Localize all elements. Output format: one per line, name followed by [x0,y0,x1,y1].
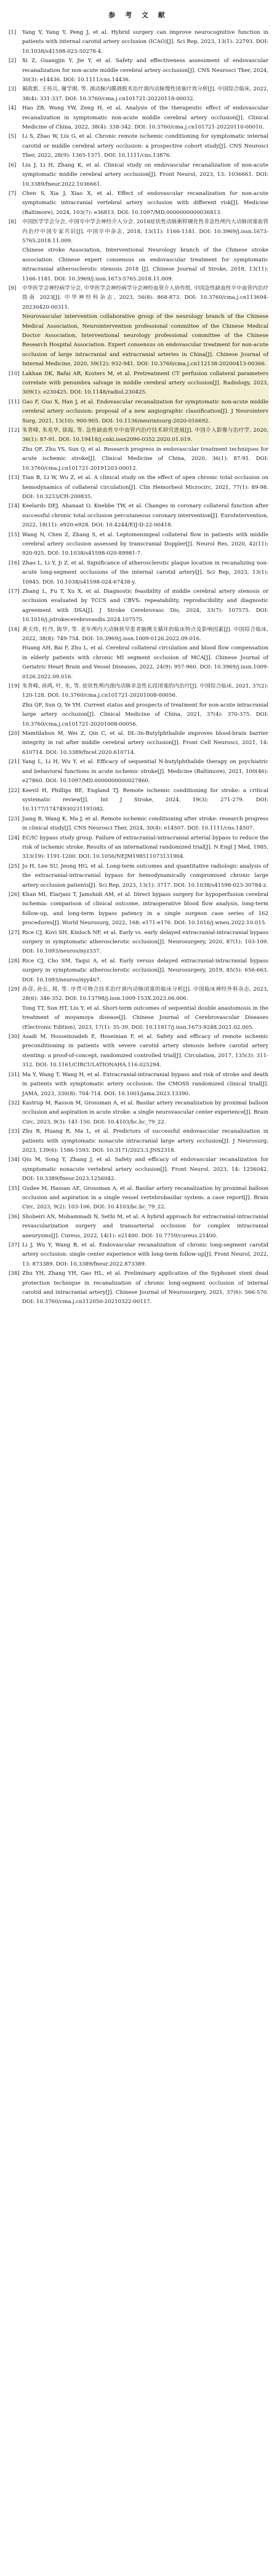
reference-item [9,246,268,284]
reference-number: [22] [9,787,20,794]
reference-item [9,587,268,625]
reference-text: Neurovascular intervention collaborative group of the neurology branch of the Chinese Medical Association, Neurointervention professional committee of the Chinese Medical Doctor Association, Interventional neurology professional committee of the Chinese Research Hospital Association. Expert consensus on endovascular treatment for non-acute occlusion of large intracranial and extracranial arteries in China[J]. Chinese Journal of Internal Medicine, 2020, 59(12): 932-941. DOI: 10.3760/cma.j.cn112138-20200413-00366. [22,312,268,369]
reference-item [9,787,268,815]
reference-item [9,1269,268,1307]
reference-text: 中国医学学会分会, 中国卒中学会神经介入分会. 2018症状性动脉粥样硬化性非急性颅内大动脉闭塞血管内治疗中国专家共识[J]. 中国卒中杂志, 2018, 13(11): 1166-1181. DOI: 10.3969/j.issn.1673-5765.2018.11.009. [22,219,268,244]
reference-item [9,890,268,929]
reference-number: [3] [9,86,17,93]
reference-text: Jo H, Lee SU, Jeong HG, et al. Long-term outcomes and quantitative radiologic analysis of the extracranial-intracranial bypass for hemodynamically compromised chronic large artery occlusion patients[J]. Sci Rep, 2023, 13(1): 3717. DOI: 10.1038/s41598-023-30784-z. [22,863,268,889]
reference-text: Tong TT, Sun HT, Liu Y, et al. Short-term outcomes of sequential double anastomosis in the treatment of moyamoya disease[J]. Chinese Journal of Cerebrovascular Diseases (Electronic Edition), 2023, 17(1): 35-39. DOI: 10.11817/j.issn.1673-9248.2021.02.005. [22,1005,268,1031]
reference-number: [11] [9,398,20,405]
reference-text: Xi Z, Guangjin Y, Jie Y, et al. Safety and effectiveness assessment of endovascular recanalization for non-acute middle cerebral artery occlusion[J]. CNS Neurosci Ther, 2024, 30(3): e14436. DOI: 10.1111/cns.14436. [22,58,268,84]
reference-number: [7] [9,190,17,197]
reference-number: [30] [9,1034,20,1040]
reference-number: [13] [9,475,20,482]
reference-item [9,834,268,862]
reference-text: Gudee M, Hassan AE, Grossman A, et al. Basilar artery recanalization by proximal balloon occlusion and aspiration in a single vessel vertebrobasilar system: a case report[J]. Brain Circ, 2023, 9(2): 103-106. DOI: 10.4103/bc.bc_79_22. [22,1185,268,1211]
reference-text: Jiang B, Wang K, Ma J, et al. Remote ischemic conditioning after stroke: research progress in clinical study[J]. CNS Neurosci Ther, 2024, 30(4): e14507. DOI: 10.1111/cns.14507. [22,815,268,832]
reference-number: [14] [9,503,20,510]
reference-text: 朱青峰, 孙鸿, 叶, 朱, 等. 症状性颅内颈内动脉非急性长段闭塞的内治疗[J]. 中国综合临床, 2021, 37(2): 120-128. DOI: 10.3760/cma.j.cn101721-20201008-00056. [22,683,268,699]
reference-number: [26] [9,891,20,898]
reference-text: Ma Y, Wang T, Wang H, et al. Extracranial-intracranial bypass and risk of stroke and death in patients with symptomatic artery occlusion: the CMOSS randomized clinical trial[J]. JAMA, 2023, 330(8): 704-714. DOI: 10.1001/jama.2023.13390. [22,1071,268,1097]
reference-item [9,426,268,445]
reference-item [9,682,268,701]
reference-text: Tian B, Li W, Wu Z, et al. A clinical study on the effect of open chronic total occlusion on hemodynamics of collateral circulation[J]. Clin Hemorheol Microcirc, 2021, 77(1): 89-98. DOI: 10.3233/CH-200835. [22,475,268,500]
reference-item [9,862,268,890]
reference-item [9,161,268,189]
reference-text: Shobeiri AN, Mohammadi N, Sethi M, et al. A hybrid approach for extracranial-intracranial revascularization surgery and transarterial occlusion for complex intracranial aneurysms[J]. Cureus, 2022, 14(1): e21400. DOI: 10.7759/cureus.21400. [22,1213,268,1239]
reference-item [9,85,268,104]
reference-item [9,1032,268,1071]
reference-text: Chinese stroke Association, Interventional Neurology branch of the Chinese stroke association. Chinese expert consensus on endovascular treatment for symptomatic intracranial atherosclerotic stenosis 2018 [J]. Chinese Journal of Stroke, 2018, 13(11): 1166-1181. DOI: 10.3969/j.issn.1673-5765.2018.11.009. [22,247,268,282]
reference-item [9,985,268,1004]
reference-item [9,398,268,426]
reference-list [9,28,268,1307]
reference-number: [6] [9,162,17,168]
reference-number: [9] [9,285,17,291]
reference-number: [24] [9,834,20,841]
reference-number: [18] [9,626,20,633]
reference-text: Huang AH, Bai F, Zhu L, et al. Cerebral collateral circulation and blood flow compensation in elderly patients with chronic MI segment occlusion of MCA[J]. Chinese Journal of Geriatric Heart Brain and Vessel Diseases, 2022, 24(9): 957-960. DOI: 10.3969/j.issn.1009-0126.2022.09.016. [22,645,268,680]
reference-number: [10] [9,370,20,377]
reference-number: [33] [9,1128,20,1135]
reference-item [9,1184,268,1213]
reference-item [9,28,268,57]
reference-number: [5] [9,133,17,140]
reference-item [9,758,268,786]
reference-text: Mamtilahun M, Wei Z, Qin C, et al. DL-3n-Butylphthalide improves blood-brain barrier integrity in rat after middle cerebral artery occlusion[J]. Front Cell Neurosci, 2021, 14: 610714. DOI: 10.3389/fncel.2020.610714. [22,731,268,756]
reference-number: [4] [9,105,17,112]
reference-number: [23] [9,815,20,822]
reference-number: [17] [9,588,20,595]
reference-text: Li J, Wu Y, Wang B, et al. Endovascular recanalization of chronic long-segment carotid artery occlusion: single center experience with long-term follow-up[J]. Front Neurol, 2022, 13: 873389. DOI: 10.3389/fneur.2022.873389. [22,1242,268,1267]
reference-text: Keelards DEJ, Ahanaat O, Knebbe TW, et al. Changes in coronary collateral function after successful chronic total occlusion percutaneous coronary intervention[J]. EuroIntervention, 2022, 18(11): e920-e928. DOI: 10.4244/EIJ-D-22-00418. [22,503,268,529]
reference-number: [15] [9,531,20,538]
reference-text: Qiu M, Song Y, Zhang J, et al. Safety and efficacy of endovascular recanalization for symptomatic nonacute vertebral artery occlusion[J]. Front Neurol, 2023, 14: 1256042. DOI: 10.3389/fneur.2023.1256042. [22,1157,268,1183]
reference-number: [20] [9,731,20,737]
reference-item [9,445,268,474]
reference-number: [12] [9,427,20,434]
reference-item [9,929,268,957]
reference-item [9,531,268,559]
reference-number: [38] [9,1270,20,1277]
reference-number: [29] [9,986,20,993]
reference-number: [35] [9,1185,20,1192]
reference-text: 朱青峰, 朱兆华, 徐海, 等. 急性缺血性卒中血管内治疗技术研究进展[J]. 中国介入影像与治疗学, 2020, 36(1): 87-91. DOI: 10.19418/j.cnki.issn2096-0352.2020.01.019. [22,426,268,445]
reference-text: Keevil H, Phillips BE, England TJ. Remote ischemic conditioning for stroke: a critical systematic review[J]. Int J Stroke, 2024, 19(3): 271-279. DOI: 10.1177/17474930231191082. [22,787,268,813]
reference-text: Zhu QF, Sun Q, Ye YH. Current status and prospects of treatment for non-acute intracranial large artery occlusion[J]. Clinical Medicine of China, 2021, 37(4): 370-375. DOI: 10.3760/cma.j.cn101721-20201008-00056. [22,702,268,727]
reference-item [9,701,268,729]
reference-number: [25] [9,863,20,870]
reference-number: [27] [9,929,20,936]
reference-text: Zhu B, Huang R, Ma L, et al. Predictors of successful endovascular recanalization in patients with symptomatic nonacute intracranial large artery occlusion[J]. J Neurosurg, 2023, 139(6): 1586-1593. DOI: 10.3171/2023.3.JNS2318. [22,1128,268,1154]
reference-text: Kastrup M, Rasson M, Grossman A, et al. Basilar artery recanalization by proximal balloon occlusion and aspiration in acute stroke: a single neurovascular center experience[J]. Brain Circ, 2023, 9(3): 141-150. DOI: 10.4103/bc.bc_79_22. [22,1100,268,1125]
reference-item [9,312,268,369]
reference-text: Zhang L, Fu T, Xu X, et al. Diagnostic feasibility of middle cerebral artery stenosis or occlusion evaluated by TCCS and CBVS: repeatability, reproducibility and diagnostic agreement with DSA[J]. J Stroke Cerebrovasc Dis, 2024, 33(7): 107575. DOI: 10.1016/j.jstrokecerebrovasdis.2024.107575. [22,588,268,624]
reference-text: 孙彦, 孙长, 周, 等. 序贯可吻合技术治疗颈内动脉闭塞的临床分析[J]. 中国临床神经外科杂志, 2023, 28(6): 346-352. DOI: 10.13798/j.issn.1009-153X.2023.06.006. [22,986,268,1002]
reference-text: Li S, Zhao W, Liu G, et al. Chronic remote ischemic conditioning for symptomatic internal carotid or middle cerebral artery occlusion: a prospective cohort study[J]. CNS Neurosci Ther, 2022, 28(9): 1365-1371. DOI: 10.1111/cns.13876. [22,133,268,159]
reference-item [9,104,268,132]
reference-item [9,1099,268,1127]
reference-item [9,1071,268,1099]
reference-item [9,502,268,530]
reference-item [9,1213,268,1241]
reference-item [9,218,268,246]
reference-text: Khan MI, Elarjani T, Jamshidi AM, et al. Direct bypass surgery for hypoperfusion cerebral ischemia: comparison of clinical outcome, intraoperative blood flow analysis, long-term follow-up, and long-term bypass patency in a single surgeon case series of 162 procedures[J]. World Neurosurg, 2022, 168: e171-e176. DOI: 10.1016/j.wneu.2022.10.015. [22,891,268,927]
reference-text: EC/IC bypass study group. Failure of extracranial-intracranial arterial bypass to reduce the risk of ischemic stroke. Results of an international randomized trial[J]. N Engl J Med, 1985, 313(19): 1191-1200. DOI: 10.1056/NEJM198511073131904. [22,834,268,860]
reference-item [9,189,268,218]
reference-number: [16] [9,560,20,566]
reference-item [9,644,268,682]
reference-item [9,132,268,161]
reference-text: Gao F, Guo X, Han J, et al. Endovascular recanalization for symptomatic non-acute middle cerebral artery occlusion: proposal of a new angiographic classification[J]. J Neurointerv Surg, 2021, 13(10): 900-905. DOI: 10.1136/neurintsurg-2020-016692. [22,398,268,426]
reference-item [9,370,268,398]
reference-item [9,1241,268,1269]
reference-item [9,729,268,758]
reference-text: Yang L, Li H, Wu Y, et al. Efficacy of sequential N-butylphthalide therapy on psychiatric and behavioral functions in acute ischemic stroke[J]. Medicine (Baltimore), 2021, 100(46): e27860. DOI: 10.1097/MD.0000000000027860. [22,759,268,785]
reference-number: [34] [9,1157,20,1163]
reference-item [9,957,268,985]
reference-text: Chen S, Xia J, Xiao X, et al. Effect of endovascular recanalization for non-acute symptomatic intracranial vertebral artery occlusion with different risk[J]. Medicine (Baltimore), 2024, 103(7): e36813. DOI: 10.1097/MD.0000000000036813. [22,190,268,216]
reference-text: Rice CJ, Cho SM, Taqui A, et al. Early versus delayed extracranial-intracranial bypass surgery in symptomatic atherosclerotic occlusion[J]. Neurosurgery, 2019, 85(5): 656-663. DOI: 10.1093/neuros/nyy467. [22,957,268,983]
reference-text: Zhao L, Li Y, Ji Z, et al. Significance of atherosclerotic plaque location in recanalizing non-acute long-segment occlusions of the internal carotid artery[J]. Sci Rep, 2023, 13(1): 10945. DOI: 10.1038/s41598-024-67438-y. [22,560,268,585]
reference-number: [32] [9,1100,20,1106]
reference-item [9,1127,268,1155]
reference-text: Zhu YH, Zhang YH, Gao HL, et al. Preliminary application of the Syphonet stent dead protection technique in recanalization of chronic long-segment occlusion of internal carotid and intracranial artery[J]. Chinese Journal of Neurosurgery, 2021, 37(6): 566-570. DOI: 10.3760/cma.j.cn112050-20210322-00117. [22,1270,268,1306]
reference-number: [36] [9,1213,20,1220]
reference-text: 蔺政新, 王传兵, 谢学刚, 等. 颈动脉内膜剥脱术治疗颈内动脉慢性闭塞疗效分析[J]. 中国综合临床, 2022, 38(4): 331-337. DOI: 10.3760/cma.j.cn101721-20220118-00032. [22,86,268,102]
reference-text: Hao ZB, Wang YW, Zeng H, et al. Analysis of the therapeutic effect of endovascular recanalization in symptomatic non-acute middle cerebral artery occlusion[J]. Clinical Medicine of China, 2022, 38(4): 338-342. DOI: 10.3760/cma.j.cn101721-20220110-00010. [22,105,268,131]
reference-text: Lakhan DK, Bafai AR, Kosters M, et al. Pretreatment CT perfusion collateral parameters correlate with penumbra salvage in middle cerebral artery occlusion[J]. Radiology, 2023, 309(1): e230425. DOI: 10.1148/radiol.230425. [22,370,268,398]
reference-item [9,625,268,644]
reference-item [9,57,268,85]
reference-item [9,559,268,587]
reference-text: Asadi M, Hosseinzadeh E, Hoseinian F, et al. Safety and efficacy of remote ischemic preconditioning in patients with severe carotid artery stenosis before carotid artery stenting: a proof-of-concept, randomized controlled trial[J]. Circulation, 2017, 135(3): 311-312. DOI: 10.1161/CIRCULATIONAHA.116.025294. [22,1034,268,1069]
reference-item [9,284,268,312]
references-heading: 参 考 文 献 [108,11,169,19]
reference-text: Rice CJ, Kovi SH, Kinloch NF, et al. Early vs. early delayed extracranial-intracranial bypass surgery in symptomatic atherosclerotic occlusion[J]. Neurosurgery, 2020, 87(1): 103-109. DOI: 10.1093/neuros/nyz337. [22,929,268,955]
reference-text: Liu J, Li H, Zhang K, et al. Clinical study on endovascular recanalization of non-acute symptomatic middle cerebral artery occlusion[J]. Front Neurol, 2023, 13: 1036661. DOI: 10.3389/fneur.2022.1036661. [22,162,268,188]
reference-text: Wang N, Chen Z, Zhang S, et al. Leptomeningeal collateral flow in patients with middle cerebral artery occlusion assessed by transcranial Doppler[J]. Neurol Res, 2020, 42(11): 920-925. DOI: 10.1038/s41598-020-89981-7. [22,531,268,557]
reference-text: Yang Y, Yang Y, Peng J, et al. Hybrid surgery can improve neurocognitive function in patients with internal carotid artery occlusion (ICAO)[J]. Sci Rep, 2023, 13(1): 22793. DOI: 10.1038/s41598-023-50278-4. [22,30,268,55]
reference-number: [31] [9,1071,20,1078]
reference-text: Zhu QF, Zhu YS, Sun Q, et al. Research progress in endovascular treatment techniques for acute ischemic stroke[J]. Clinical Medicine of China, 2020, 36(1): 87-91. DOI: 10.3760/cma.j.cn101721-20191203-00012. [22,446,268,472]
reference-item [9,1155,268,1184]
reference-number: [8] [9,219,17,226]
reference-item [9,815,268,834]
reference-number: [28] [9,957,20,964]
reference-number: [19] [9,683,20,690]
reference-number: [2] [9,58,17,65]
reference-text: 中华医学会神经病学分会, 中华医学会神经病学分会神经血管介入协作组. 中国急性缺血性卒中血管内治疗指南 2023[J]. 中华神经科杂志, 2023, 56(8): 868-873. DOI: 10.3760/cma.j.cn113694-20230420-00311. [22,285,268,311]
reference-item [9,1004,268,1032]
reference-number: [21] [9,759,20,766]
reference-item [9,474,268,502]
reference-text: 黄天伟, 杜丹, 陈华, 等. 老年颅内大动脉狭窄患者脑侧支循环的临床特点及影响因素[J]. 中国综合临床, 2022, 38(8): 749-754. DOI: 10.3969/j.issn.1009-0126.2022.09.016. [22,626,268,642]
reference-number: [37] [9,1242,20,1248]
reference-number: [1] [9,30,17,36]
